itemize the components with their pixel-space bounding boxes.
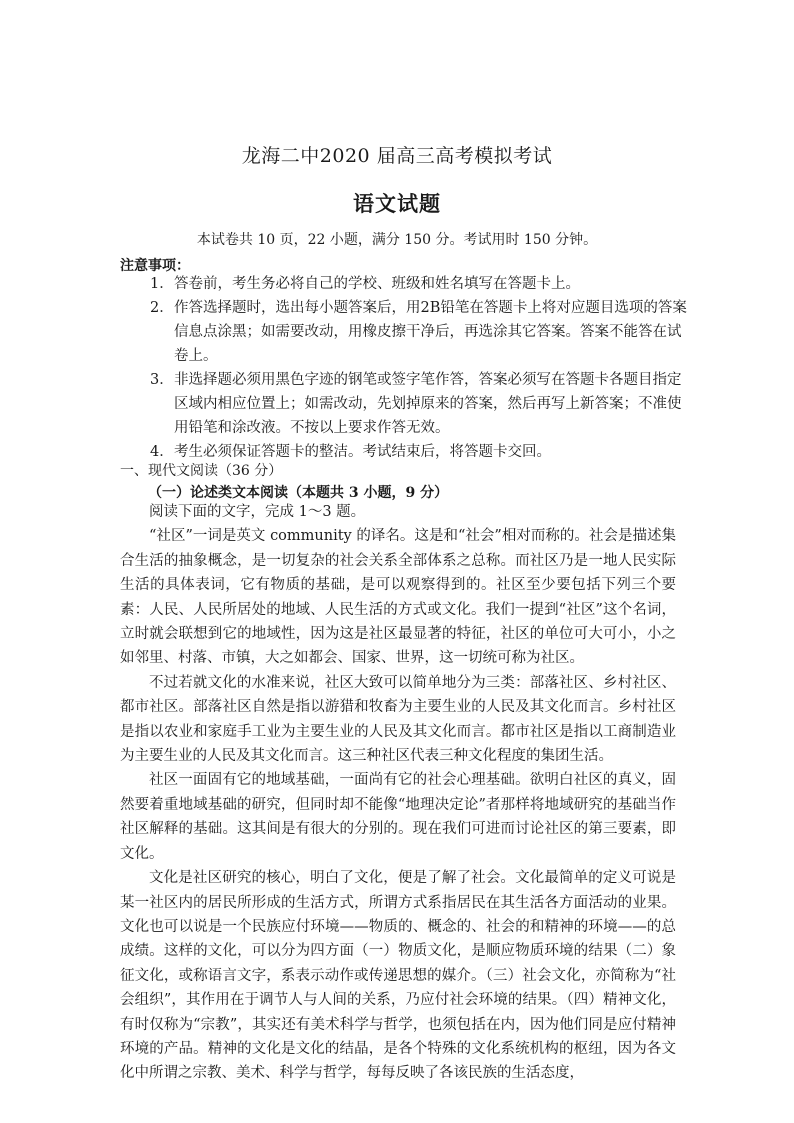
notice-item <box>150 296 690 368</box>
notice-list <box>150 272 690 464</box>
notice-number: 1． <box>150 276 174 292</box>
notice-item <box>150 272 690 296</box>
exam-title: 龙海二中2020 届高三高考模拟考试 <box>241 145 553 167</box>
notice-text: 非选择题必须用黑色字迹的钢笔或签字笔作答，答案必须写在答题卡各题目指定区域内相应位置上；如需改动，先划掉原来的答案，然后再写上新答案；不准使用铅笔和涂改液。不按以上要求作答无效。 <box>174 372 682 436</box>
notice-number: 3． <box>150 372 174 388</box>
passage-paragraph: 文化是社区研究的核心，明白了文化，便是了解了社会。文化最简单的定义可说是某一社区内的居民所形成的生活方式，所谓方式系指居民在其生活各方面活动的业果。文化也可以说是一个民族应付环境——物质的、概念的、社会的和精神的环境——的总成绩。这样的文化，可以分为四方面（一）物质文化，是顺应物质环境的结果（二）象征文化，或称语言文字，系表示动作或传递思想的媒介。（三）社会文化，亦简称为“社会组织”，其作用在于调节人与人间的关系，乃应付社会环境的结果。（四）精神文化，有时仅称为“宗教”，其实还有美术科学与哲学，也须包括在内，因为他们同是应付精神环境的产品。精神的文化是文化的结晶，是各个特殊的文化系统机构的枢纽，因为各文化中所谓之宗教、美术、科学与哲学，每每反映了各该民族的生活态度， <box>120 870 676 1082</box>
passage-paragraph: “社区”一词是英文 community 的译名。这是和“社会”相对而称的。社会是描述集合生活的抽象概念，是一切复杂的社会关系全部体系之总称。而社区乃是一地人民实际生活的具体表词，它有物质的基础，是可以观察得到的。社区至少要包括下列三个要素：人民、人民所居处的地域、人民生活的方式或文化。我们一提到“社区”这个名词，立时就会联想到它的地域性，因为这是社区最显著的特征，社区的单位可大可小，小之如邻里、村落、市镇，大之如都会、国家、世界，这一切统可称为社区。 <box>120 528 676 667</box>
notice-heading: 注意事项： <box>120 258 190 274</box>
exam-info: 本试卷共 10 页，22 小题，满分 150 分。考试用时 150 分钟。 <box>196 232 598 248</box>
passage-paragraph: 社区一面固有它的地域基础，一面尚有它的社会心理基础。欲明白社区的真义，固然要着重地域基础的研究，但同时却不能像“地理决定论”者那样将地域研究的基础当作社区解释的基础。这其间是有很大的分别的。现在我们可进而讨论社区的第三要素，即文化。 <box>120 772 676 862</box>
notice-text: 考生必须保证答题卡的整洁。考试结束后，将答题卡交回。 <box>174 444 551 460</box>
notice-number: 2． <box>150 300 174 316</box>
notice-number: 4． <box>150 444 174 460</box>
instruction-paragraph: 阅读下面的文字，完成 1～3 题。 <box>149 504 366 520</box>
notice-text: 作答选择题时，选出每小题答案后，用2B铅笔在答题卡上将对应题目选项的答案信息点涂黑；如需要改动，用橡皮擦干净后，再选涂其它答案。答案不能答在试卷上。 <box>174 300 687 364</box>
reading-passage <box>120 500 676 1086</box>
subject-title: 语文试题 <box>353 191 441 216</box>
section-heading: 一、现代文阅读（36 分） <box>120 463 283 479</box>
passage-paragraph: 不过若就文化的水准来说，社区大致可以简单地分为三类：部落社区、乡村社区、都市社区。部落社区自然是指以游猎和牧畜为主要生业的人民及其文化而言。乡村社区是指以农业和家庭手工业为主要生业的人民及其文化而言。都市社区是指以工商制造业为主要生业的人民及其文化而言。这三种社区代表三种文化程度的集团生活。 <box>120 674 676 765</box>
notice-text: 答卷前，考生务必将自己的学校、班级和姓名填写在答题卡上。 <box>174 276 580 292</box>
notice-item <box>150 368 690 440</box>
subsection-heading: （一）论述类文本阅读（本题共 3 小题，9 分） <box>148 485 449 501</box>
